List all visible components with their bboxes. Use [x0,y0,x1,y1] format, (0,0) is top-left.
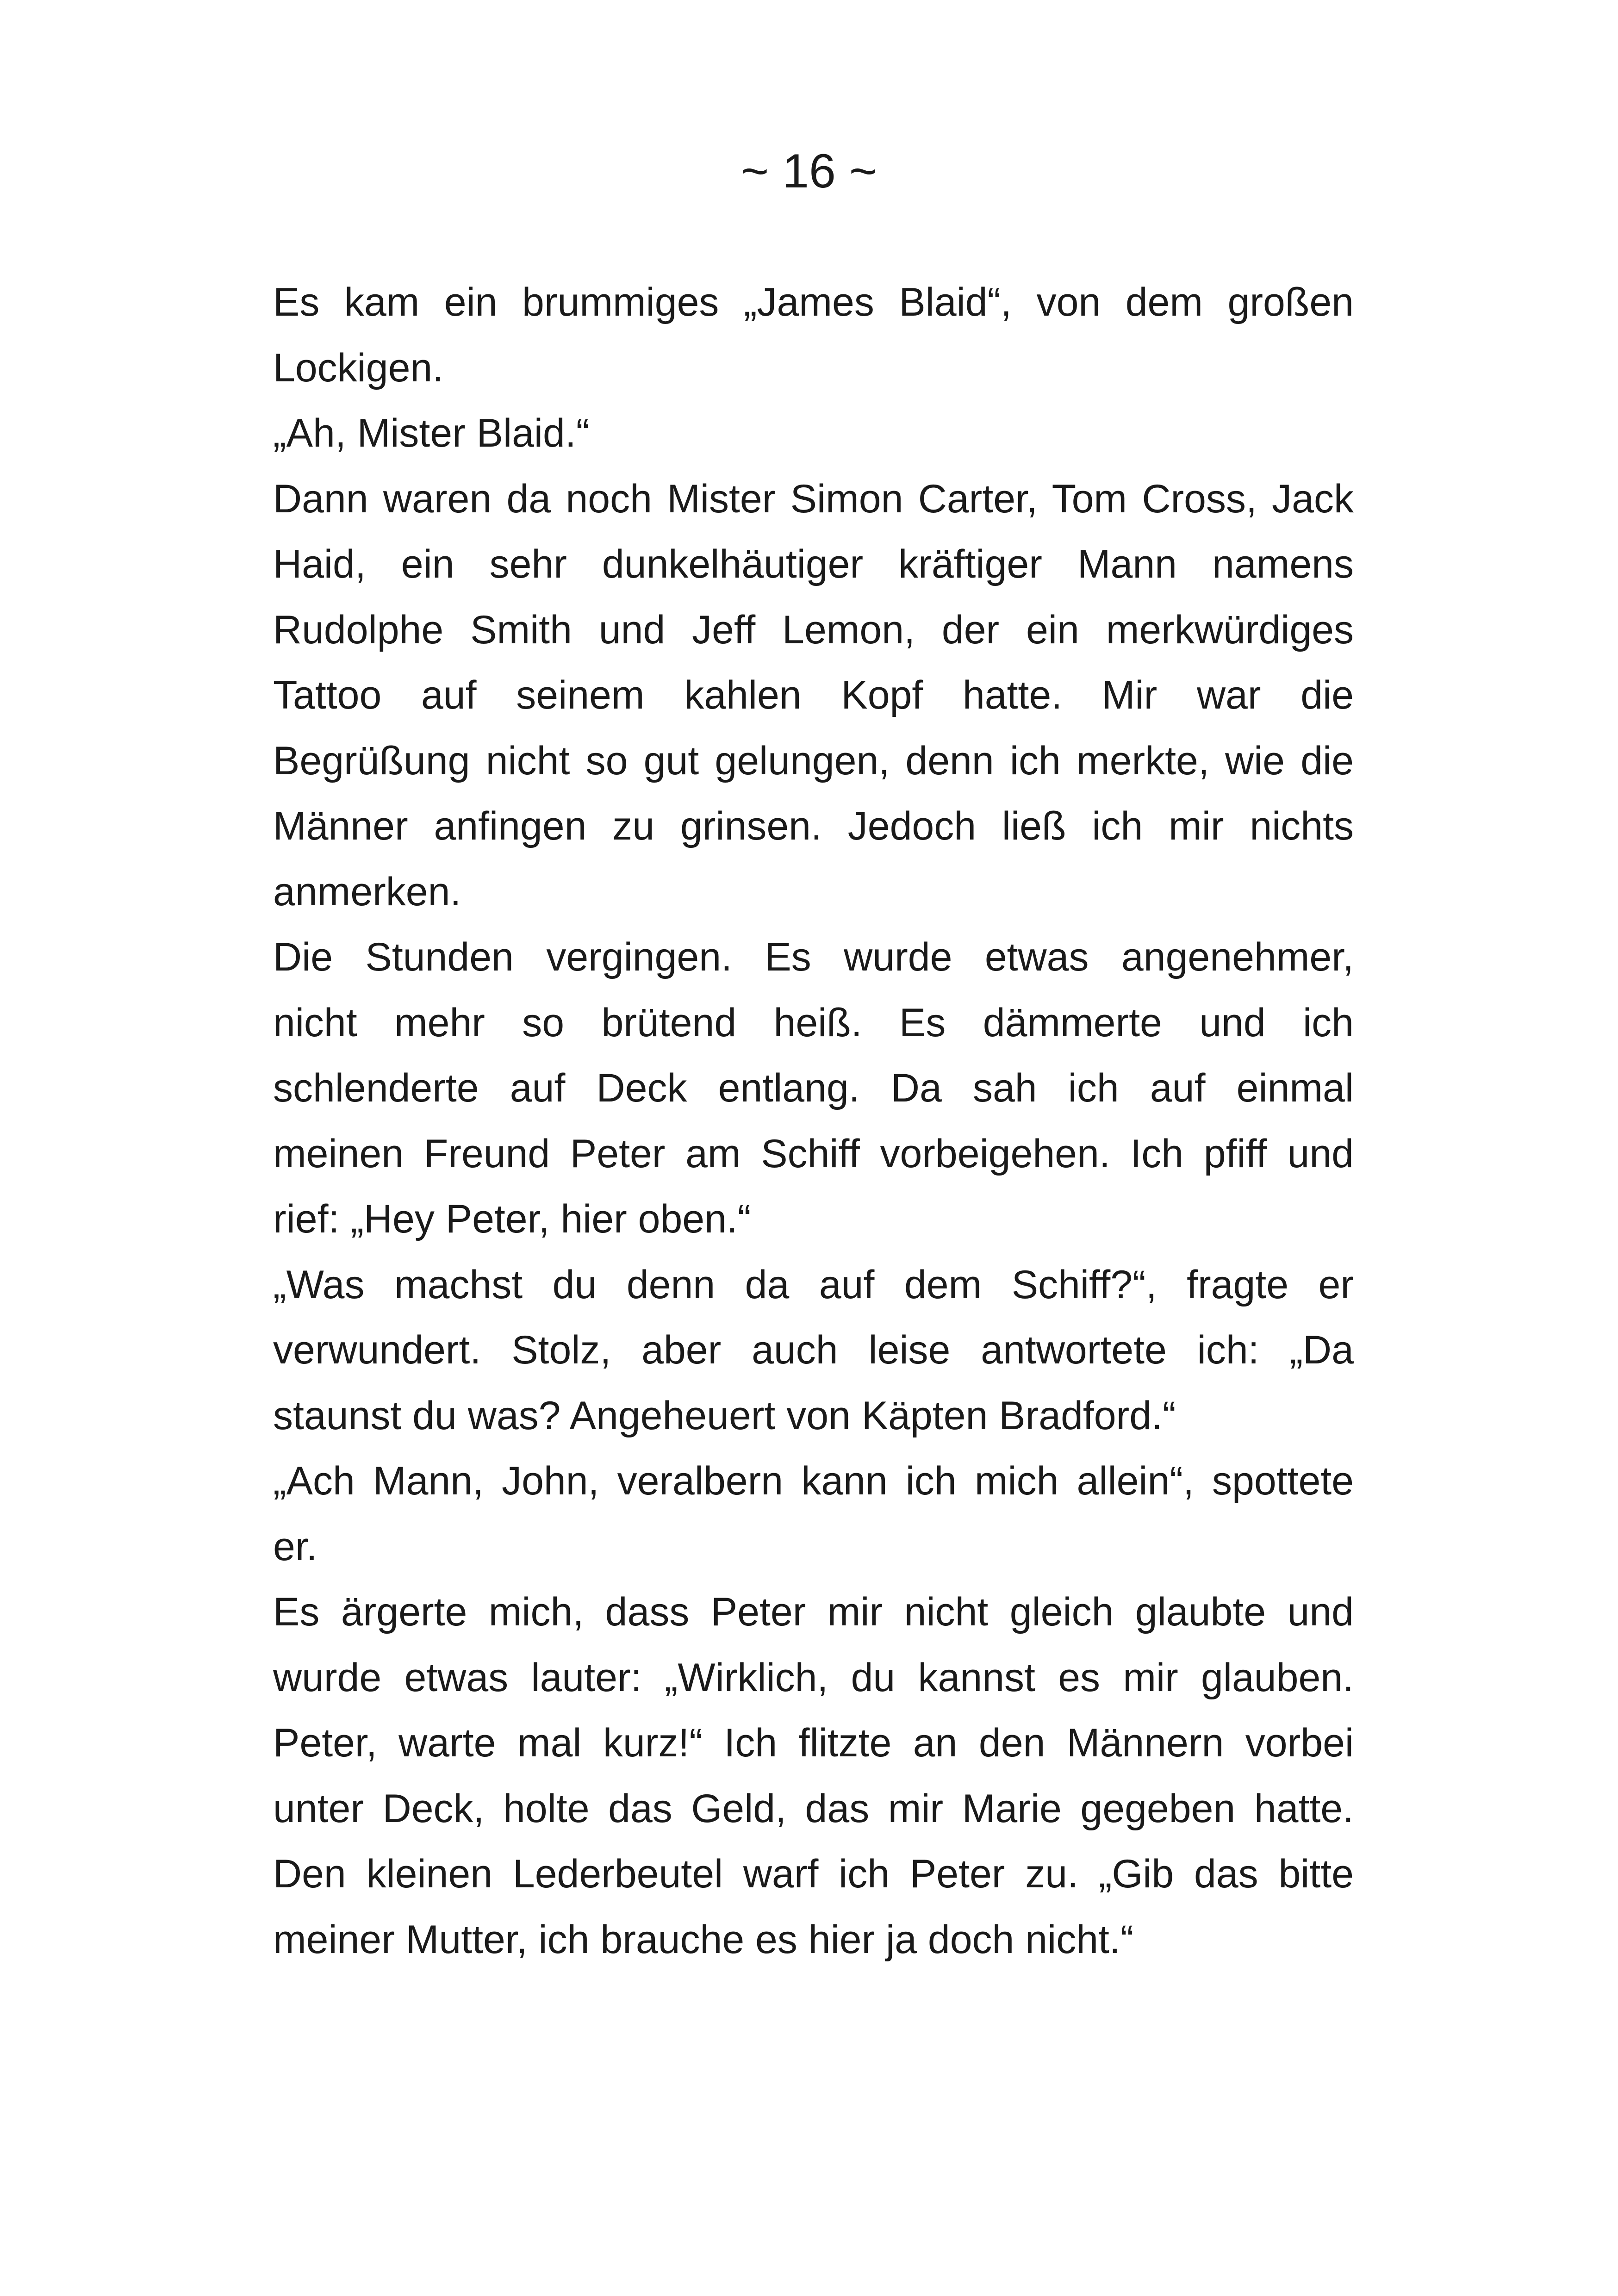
text-line: er. [273,1524,317,1569]
text-line: Rudolphe Smith und Jeff Lemon, der ein merkwürdiges [273,607,1354,652]
text-line: Männer anfingen zu grinsen. Jedoch ließ ich mir nichts [273,804,1354,848]
text-line: meiner Mutter, ich brauche es hier ja doch nicht.“ [273,1917,1134,1962]
paragraph [273,925,1354,1252]
text-line: schlenderte auf Deck entlang. Da sah ich auf einmal [273,1066,1354,1110]
paragraph [273,270,1354,401]
text-line: Es ärgerte mich, dass Peter mir nicht gleich glaubte und [273,1590,1354,1634]
text-line: Tattoo auf seinem kahlen Kopf hatte. Mir war die [273,673,1354,717]
text-line: Dann waren da noch Mister Simon Carter, Tom Cross, Jack [273,476,1354,521]
text-line: nicht mehr so brütend heiß. Es dämmerte und ich [273,1000,1354,1045]
paragraph [273,467,1354,925]
text-line: verwundert. Stolz, aber auch leise antwortete ich: „Da [273,1328,1354,1372]
paragraph [273,401,1354,467]
text-line: staunst du was? Angeheuert von Käpten Bradford.“ [273,1393,1176,1438]
body-text [273,270,1354,1972]
text-line: Haid, ein sehr dunkelhäutiger kräftiger Mann namens [273,542,1354,586]
paragraph [273,1449,1354,1580]
text-line: meinen Freund Peter am Schiff vorbeigehen. Ich pfiff und [273,1131,1354,1176]
text-line: Die Stunden vergingen. Es wurde etwas angenehmer, [273,935,1354,979]
text-line: „Ach Mann, John, veralbern kann ich mich allein“, spottete [273,1459,1354,1503]
text-line: Begrüßung nicht so gut gelungen, denn ich merkte, wie die [273,738,1354,783]
page-number: ~ 16 ~ [741,144,877,198]
text-line: Lockigen. [273,345,444,390]
paragraph [273,1580,1354,1972]
text-line: Den kleinen Lederbeutel warf ich Peter zu. „Gib das bitte [273,1852,1354,1896]
text-line: Peter, warte mal kurz!“ Ich flitzte an den Männern vorbei [273,1721,1354,1765]
paragraph [273,1252,1354,1449]
text-line: „Ah, Mister Blaid.“ [273,411,590,455]
text-line: unter Deck, holte das Geld, das mir Marie gegeben hatte. [273,1786,1354,1831]
text-line: „Was machst du denn da auf dem Schiff?“, fragte er [273,1262,1354,1307]
text-line: rief: „Hey Peter, hier oben.“ [273,1197,751,1241]
text-line: Es kam ein brummiges „James Blaid“, von dem großen [273,280,1354,324]
text-line: wurde etwas lauter: „Wirklich, du kannst es mir glauben. [273,1655,1354,1700]
text-line: anmerken. [273,869,461,914]
